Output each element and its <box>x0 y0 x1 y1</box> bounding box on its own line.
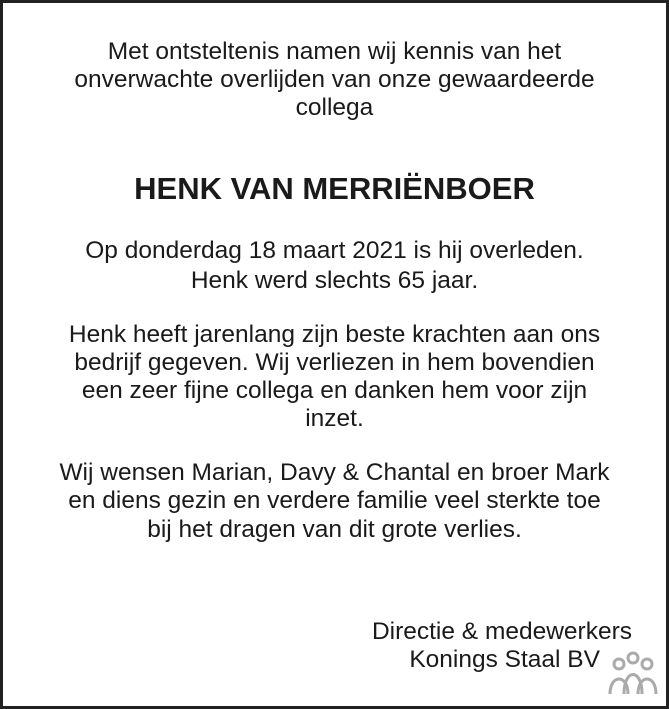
intro-line: onverwachte overlijden van onze gewaardeerde <box>74 66 595 93</box>
condolence-line: bij het dragen van dit grote verlies. <box>147 516 522 543</box>
death-line: Henk werd slechts 65 jaar. <box>190 267 479 294</box>
tribute-line: een zeer fijne collega en danken hem voor zijn <box>81 377 588 404</box>
signature-company: Konings Staal BV <box>409 646 600 673</box>
death-line: Op donderdag 18 maart 2021 is hij overleden. <box>85 237 584 264</box>
condolence-line: Wij wensen Marian, Davy & Chantal en broer Mark <box>59 459 610 486</box>
intro-line: collega <box>295 94 374 121</box>
tribute-line: Henk heeft jarenlang zijn beste krachten aan ons <box>68 321 601 348</box>
tribute-line: bedrijf gegeven. Wij verliezen in hem bovendien <box>74 349 595 376</box>
deceased-name: HENK VAN MERRIËNBOER <box>134 171 535 206</box>
tribute-line: inzet. <box>305 405 364 432</box>
people-group-icon <box>606 650 660 698</box>
signature-line: Directie & medewerkers <box>371 618 632 645</box>
condolence-line: en diens gezin en verdere familie veel sterkte toe <box>68 487 601 514</box>
intro-line: Met ontsteltenis namen wij kennis van het <box>107 38 562 65</box>
